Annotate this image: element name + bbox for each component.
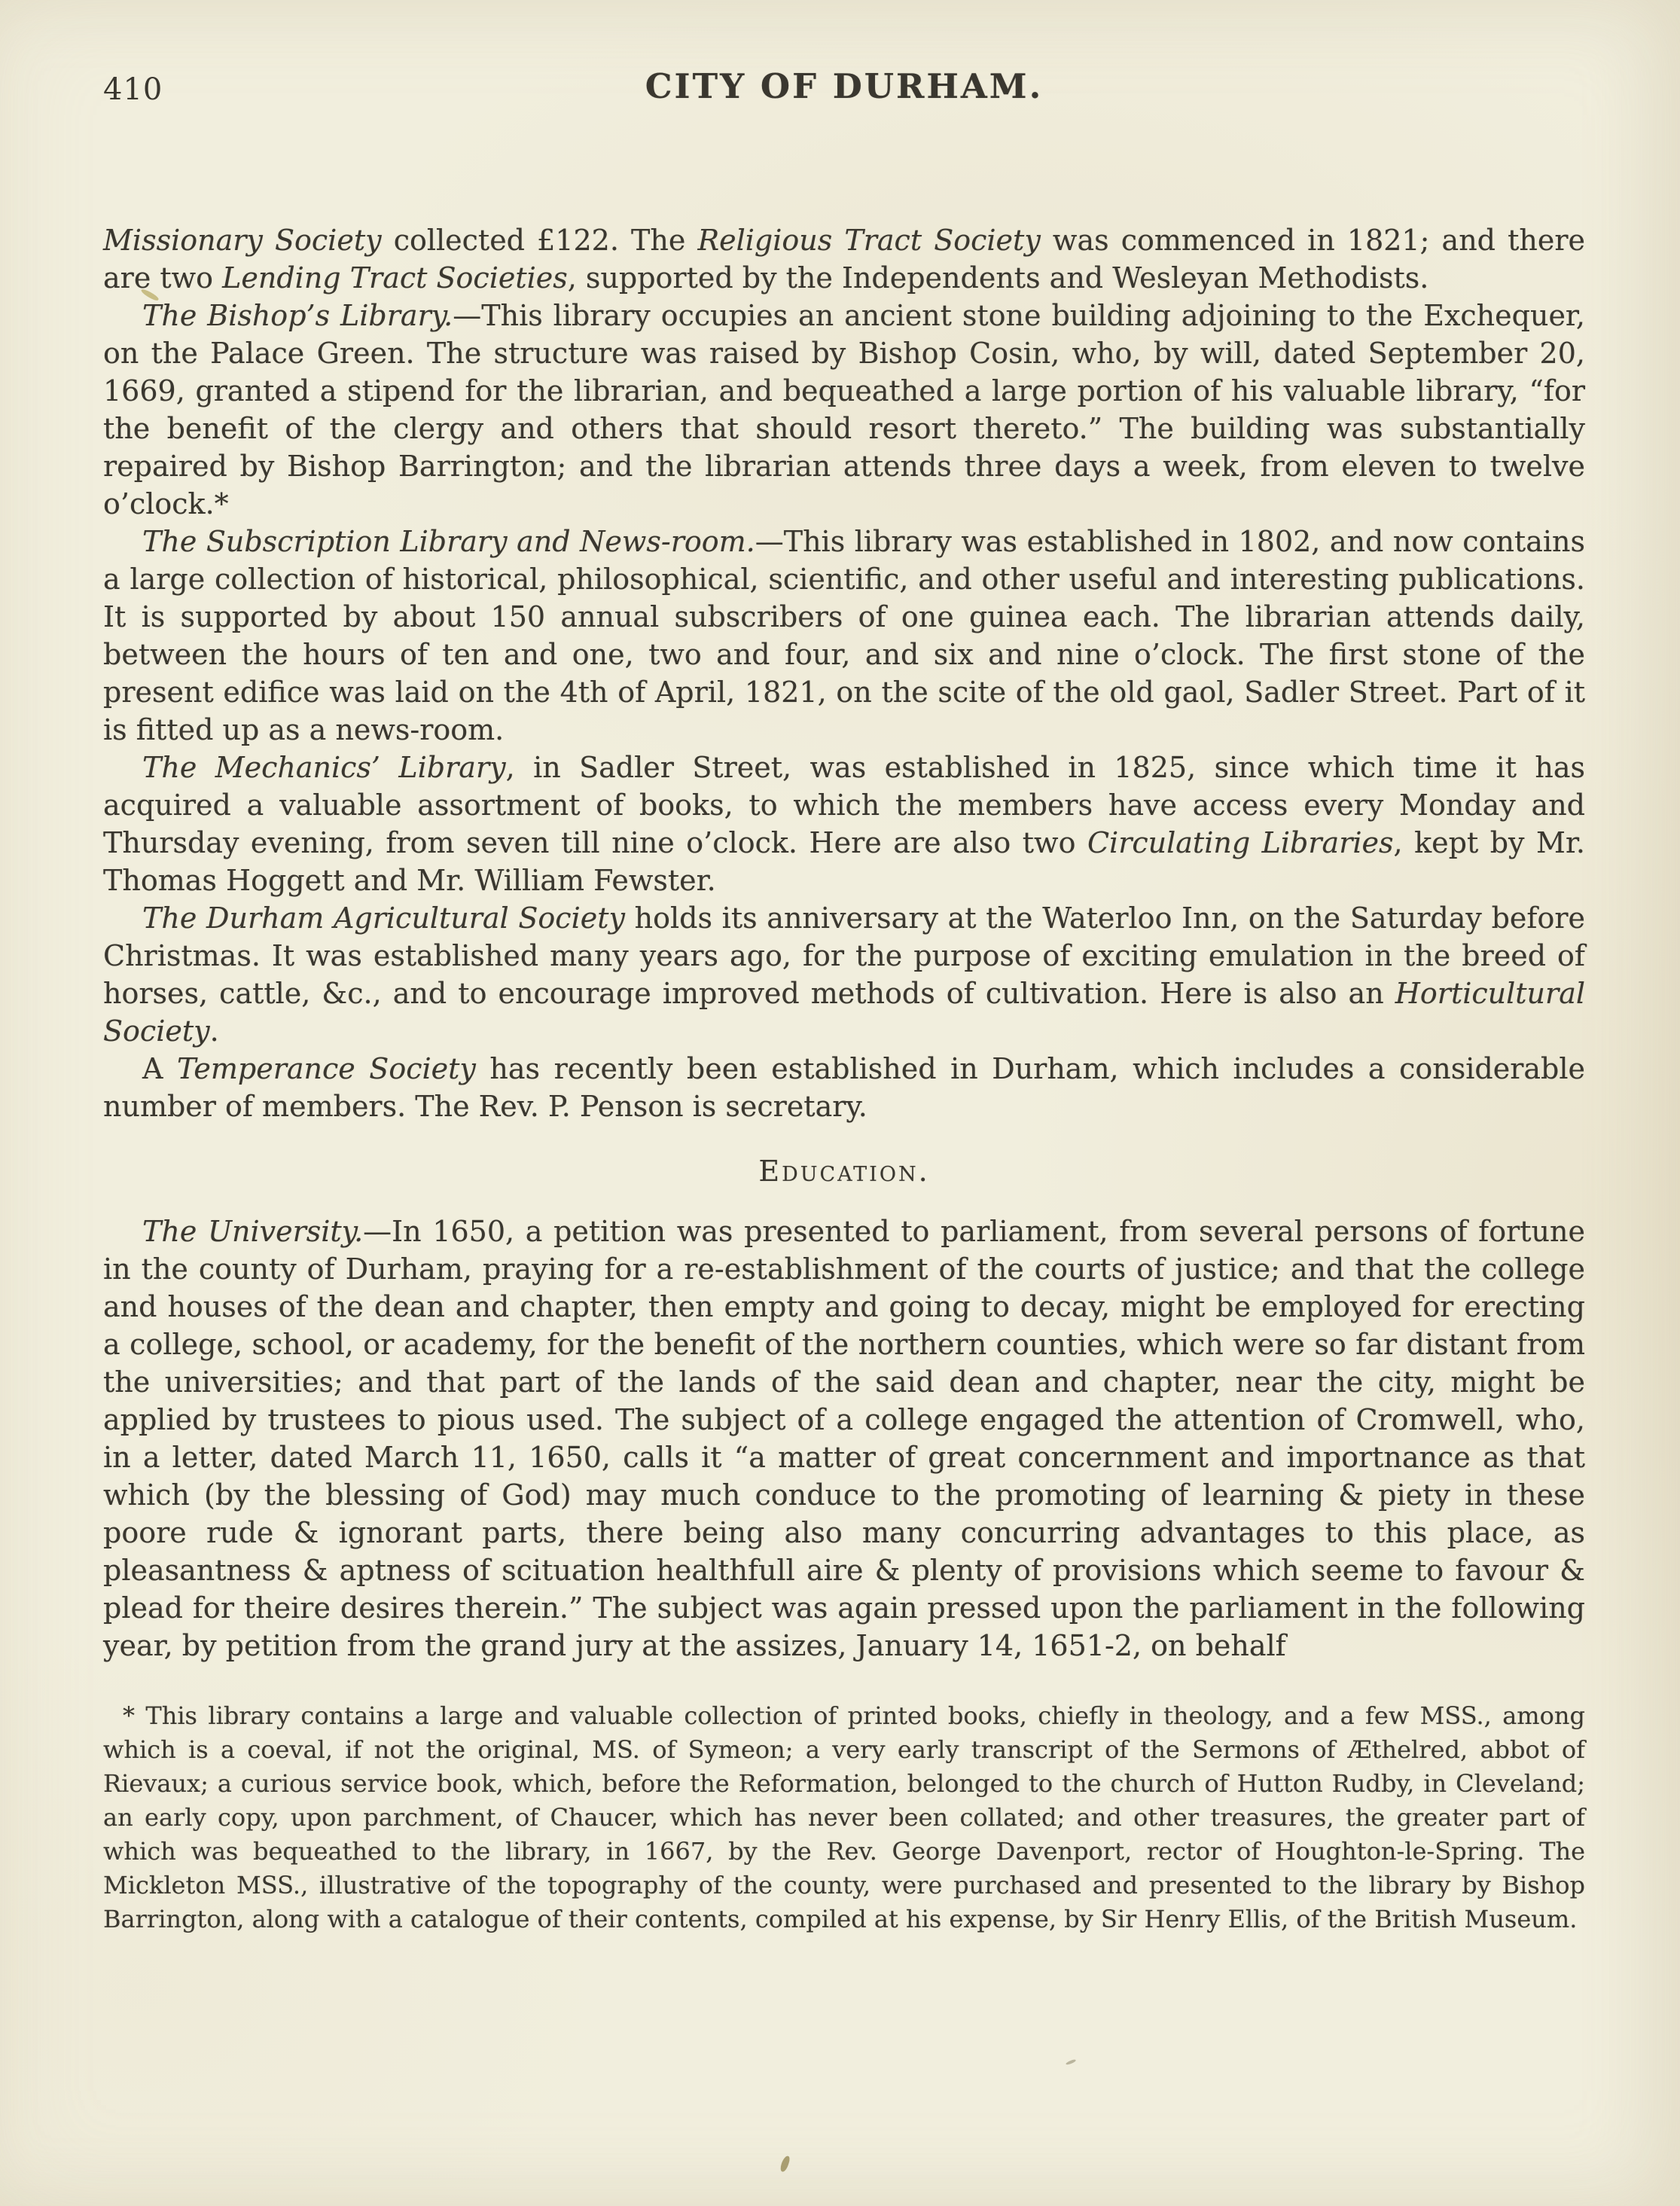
text-run: , in Sadler Street, was established in 1825, since which time it has acquired a valuable assortment of books, to which the members have access every Monday and Thursday evening, from seven till nine o’clock. Here are also two (103, 751, 1585, 859)
text-run: was commenced in 1821; and there are two (103, 224, 1586, 294)
italic-text-run: Religious Tract Society (697, 224, 1041, 257)
page-header (103, 66, 1585, 113)
paper-fleck (779, 2155, 791, 2173)
italic-text-run: The Bishop’s Library. (142, 299, 453, 332)
text-run: , kept by Mr. Thomas Hoggett and Mr. William Fewster. (103, 826, 1586, 897)
text-run: . (209, 1015, 219, 1048)
paragraph (103, 1050, 1585, 1125)
paragraph (103, 523, 1585, 749)
section-heading: Education. (758, 1155, 930, 1188)
text-run: has recently been established in Durham, which includes a considerable number of members. The Rev. P. Penson is secretary. (103, 1052, 1585, 1123)
italic-text-run: Horticultural Society (103, 977, 1585, 1048)
italic-text-run: The Durham Agricultural Society (142, 902, 625, 935)
paragraph (103, 749, 1585, 899)
text-run: collected £122. The (381, 224, 698, 257)
italic-text-run: The University. (142, 1215, 364, 1248)
body-text (103, 221, 1585, 1664)
italic-text-run: Circulating Libraries (1087, 826, 1394, 859)
italic-text-run: Lending Tract Societies (222, 261, 568, 294)
text-run: —This library was established in 1802, and now contains a large collection of historical, philosophical, scientific, and other useful and interesting publications. It is supported by about 150 annual subscribers of one guinea each. The librarian attends daily, between the hours of ten and one, two and four, and six and nine o’clock. The first stone of the present edifice was laid on the 4th of April, 1821, on the scite of the old gaol, Sadler Street. Part of it is fitted up as a news-room. (103, 525, 1585, 746)
paragraph (103, 221, 1585, 297)
italic-text-run: Missionary Society (103, 224, 382, 257)
text-run: A (142, 1052, 177, 1085)
text-run: —This library occupies an ancient stone building adjoining to the Exchequer, on the Palace Green. The structure was raised by Bishop Cosin, who, by will, dated September 20, 1669, granted a stipend for the librarian, and bequeathed a large portion of his valuable library, “for the benefit of the clergy and others that should resort thereto.” The building was substantially repaired by Bishop Barrington; and the librarian attends three days a week, from eleven to twelve o’clock.* (103, 299, 1585, 520)
text-run: holds its anniversary at the Waterloo Inn, on the Saturday before Christmas. It was established many years ago, for the purpose of exciting emulation in the breed of horses, cattle, &c., and to encourage improved methods of cultivation. Here is also an (103, 902, 1585, 1010)
paragraph (103, 1213, 1585, 1664)
page-number: 410 (103, 72, 163, 107)
paragraph (103, 297, 1585, 523)
running-title: CITY OF DURHAM. (645, 66, 1044, 106)
paper-fleck (1066, 2059, 1077, 2066)
paragraph (103, 899, 1585, 1050)
italic-text-run: Temperance Society (176, 1052, 476, 1085)
footnote (103, 1699, 1585, 1936)
footnote-paragraph: * This library contains a large and valuable collection of printed books, chiefly in theology, and a few MSS., among which is a coeval, if not the original, MS. of Symeon; a very early transcript of the Sermons of Æthelred, abbot of Rievaux; a curious service book, which, before the Reformation, belonged to the church of Hutton Rudby, in Cleveland; an early copy, upon parchment, of Chaucer, which has never been collated; and other treasures, the greater part of which was bequeathed to the library, in 1667, by the Rev. George Davenport, rector of Houghton-le-Spring. The Mickleton MSS., illustrative of the topography of the county, were purchased and presented to the library by Bishop Barrington, along with a catalogue of their contents, compiled at his expense, by Sir Henry Ellis, of the British Museum. (103, 1701, 1585, 1933)
page-content (103, 66, 1585, 1936)
text-run: , supported by the Independents and Wesleyan Methodists. (567, 261, 1429, 294)
italic-text-run: The Subscription Library and News-room. (142, 525, 755, 558)
italic-text-run: The Mechanics’ Library (142, 751, 506, 784)
text-run: —In 1650, a petition was presented to parliament, from several persons of fortune in the county of Durham, praying for a re-establishment of the courts of justice; and that the college and houses of the dean and chapter, then empty and going to decay, might be employed for erecting a college, school, or academy, for the benefit of the northern counties, which were so far distant from the universities; and that part of the lands of the said dean and chapter, near the city, might be applied by trustees to pious used. The subject of a college engaged the attention of Cromwell, who, in a letter, dated March 11, 1650, calls it “a matter of great concernment and importnance as that which (by the blessing of God) may much conduce to the promoting of learning & piety in these poore rude & ignorant parts, there being also many concurring advantages to this place, as pleasantness & aptness of scituation healthfull aire & plenty of provisions which seeme to favour & plead for theire desires therein.” The subject was again pressed upon the parliament in the following year, by petition from the grand jury at the assizes, January 14, 1651-2, on behalf (103, 1215, 1585, 1662)
